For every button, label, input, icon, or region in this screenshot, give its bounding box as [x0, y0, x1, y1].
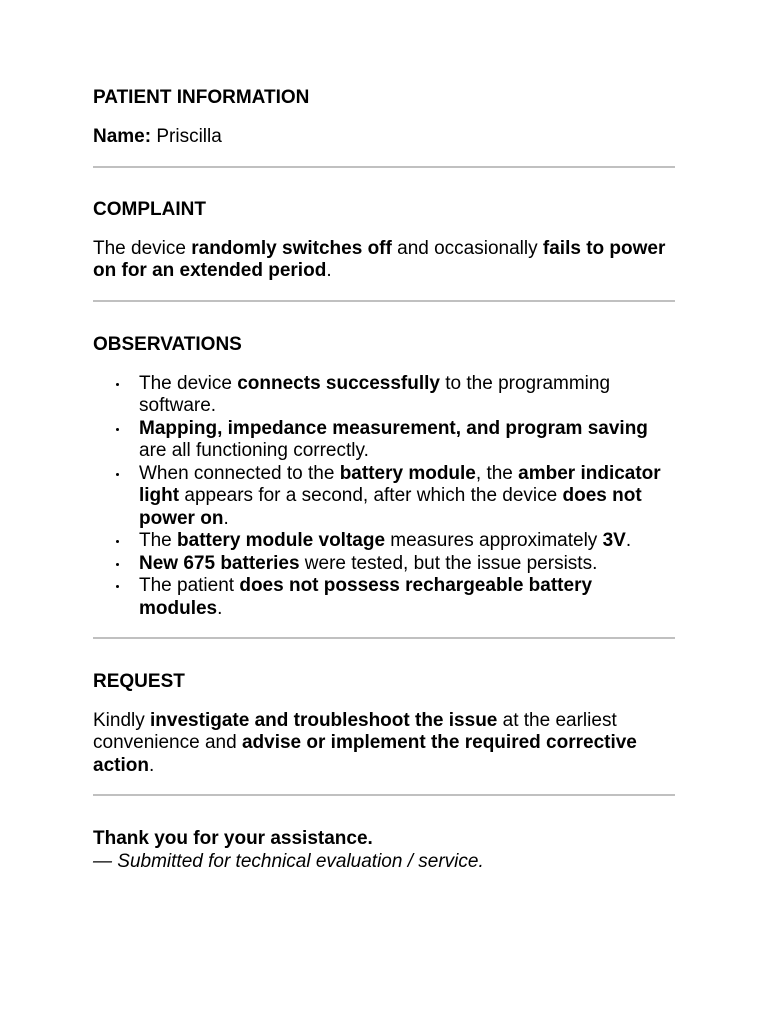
text-segment-2: at the earliest convenience and [93, 709, 617, 753]
bold-text-segment-3: 3V [602, 530, 626, 551]
text-segment-2: measures approximately [385, 530, 603, 551]
request-section [93, 671, 675, 777]
text-segment-0: The device [139, 372, 238, 394]
observation-item-3 [139, 463, 675, 531]
bold-text-segment-5: does not power on [139, 485, 642, 529]
request-heading: REQUEST [93, 671, 185, 692]
text-segment-0: The patient [139, 575, 240, 596]
bold-text-segment-1: connects successfully [237, 372, 440, 394]
bold-text-segment-0: Mapping, impedance measurement, and program saving [139, 417, 648, 439]
closing-section [93, 828, 675, 873]
patient-section [93, 87, 675, 148]
text-segment-4: . [148, 754, 155, 776]
observation-item-5 [139, 553, 675, 576]
observation-item-6 [139, 575, 675, 620]
text-segment-2: and occasionally [391, 237, 543, 259]
divider-4 [93, 794, 675, 796]
text-segment-2: to the programming software. [139, 372, 611, 416]
text-segment-2: , the [475, 462, 519, 484]
closing-signoff [93, 851, 675, 874]
bold-text-segment-3: advise or implement the required corrective action [93, 732, 637, 776]
text-segment-4: appears for a second, after which the device [179, 485, 563, 506]
patient-name-line [93, 126, 675, 149]
request-text [93, 710, 675, 778]
complaint-heading: COMPLAINT [93, 199, 206, 220]
bold-text-segment-3: amber indicator light [139, 462, 661, 506]
closing-signoff-text: — Submitted for technical evaluation / service. [93, 850, 484, 872]
divider-1 [93, 166, 675, 168]
text-segment-0: Kindly [93, 709, 151, 731]
bold-text-segment-3: fails to power on for an extended period [93, 237, 666, 281]
divider-2 [93, 300, 675, 302]
bold-text-segment-1: investigate and troubleshoot the issue [150, 709, 498, 731]
text-segment-0: When connected to the [139, 462, 340, 484]
bold-text-segment-1: battery module voltage [177, 530, 386, 551]
text-segment-1: were tested, but the issue persists. [299, 552, 598, 574]
patient-name-label: Name: [93, 125, 152, 147]
patient-name-value: Priscilla [151, 125, 222, 147]
complaint-text [93, 238, 675, 283]
divider-3 [93, 637, 675, 639]
text-segment-4: . [326, 260, 332, 281]
observations-list [93, 373, 675, 621]
text-segment-1: are all functioning correctly. [139, 440, 369, 461]
observation-item-2 [139, 418, 675, 463]
observations-heading: OBSERVATIONS [93, 334, 242, 355]
closing-thanks [93, 828, 675, 851]
observation-item-4 [139, 530, 675, 553]
text-segment-4: . [625, 530, 632, 551]
bold-text-segment-1: randomly switches off [191, 237, 392, 259]
closing-thanks-text: Thank you for your assistance. [93, 828, 373, 849]
text-segment-0: The device [93, 237, 192, 259]
observation-item-1 [139, 373, 675, 418]
text-segment-6: . [223, 507, 229, 529]
text-segment-2: . [217, 597, 223, 619]
bold-text-segment-0: New 675 batteries [139, 552, 300, 574]
bold-text-segment-1: battery module [339, 462, 476, 484]
patient-heading: PATIENT INFORMATION [93, 87, 310, 108]
observations-section [93, 334, 675, 620]
text-segment-0: The [139, 530, 178, 551]
complaint-section [93, 199, 675, 283]
bold-text-segment-1: does not possess rechargeable battery modules [139, 575, 593, 619]
